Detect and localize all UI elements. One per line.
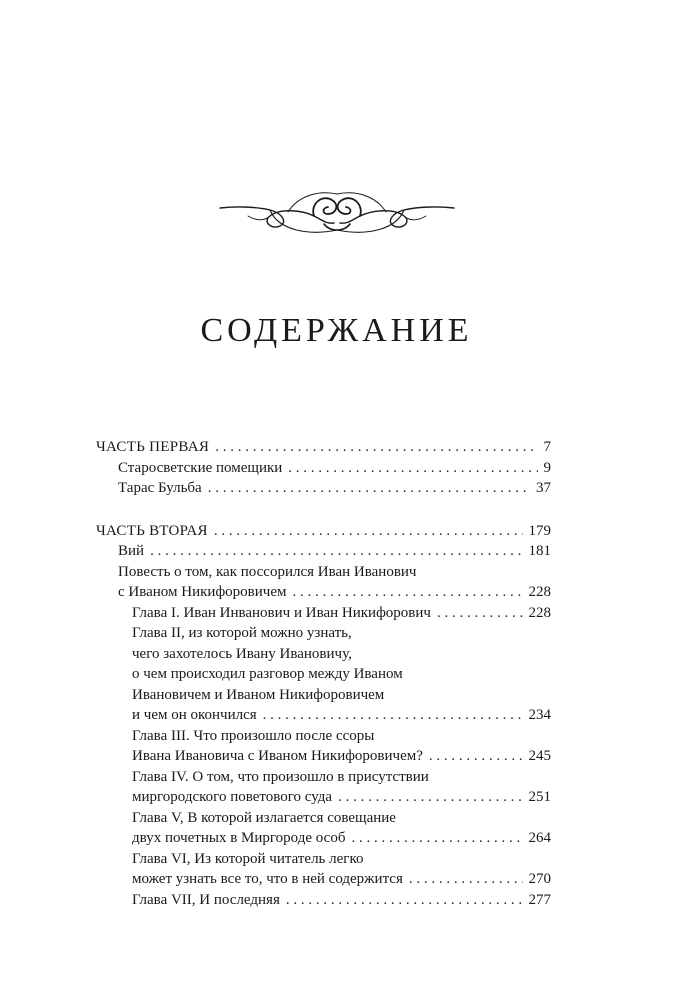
toc-chapter-label: двух почетных в Миргороде особ <box>132 830 346 846</box>
toc-chapter[interactable] <box>96 705 551 726</box>
toc-item[interactable] <box>96 541 551 562</box>
toc-page-number: 179 <box>528 522 551 539</box>
dot-leader <box>288 458 537 479</box>
dot-leader <box>351 828 522 849</box>
toc-chapter-label: миргородского поветового суда <box>132 789 333 805</box>
toc-chapter[interactable] <box>96 787 551 808</box>
toc-item[interactable] <box>96 582 551 603</box>
dot-leader <box>214 521 523 542</box>
toc-chapter-label: и чем он окончился <box>132 707 257 723</box>
toc-chapter-label[interactable]: Ивановичем и Иваном Никифоровичем <box>132 686 385 703</box>
toc-chapter-label[interactable]: Глава III. Что произошло после ссоры <box>132 727 375 744</box>
toc-page-number: 228 <box>528 584 551 600</box>
toc-page-number: 234 <box>528 707 551 723</box>
toc-item-label[interactable]: Повесть о том, как поссорился Иван Иванович <box>118 563 417 580</box>
toc-page-number: 245 <box>528 748 551 764</box>
toc-part-label: ЧАСТЬ ПЕРВАЯ <box>96 439 210 455</box>
toc-chapter-label[interactable]: о чем происходил разговор между Иваном <box>132 666 403 682</box>
toc-part-label: ЧАСТЬ ВТОРАЯ <box>96 522 208 539</box>
toc-item-label: Тарас Бульба <box>118 480 202 496</box>
toc-chapter[interactable] <box>96 890 551 911</box>
toc-page-number: 270 <box>528 871 551 887</box>
dot-leader <box>429 746 523 767</box>
toc-item-label: с Иваном Никифоровичем <box>118 584 287 600</box>
toc-item-label: Вий <box>118 543 145 559</box>
toc-chapter-label: Глава VII, И последняя <box>132 891 280 908</box>
section-gap <box>96 499 551 521</box>
toc-page-number: 9 <box>543 459 551 476</box>
page-title: СОДЕРЖАНИЕ <box>200 312 473 349</box>
toc-page-number: 181 <box>528 543 551 559</box>
toc-chapter[interactable] <box>96 869 551 890</box>
toc-page-number: 228 <box>528 604 551 621</box>
dot-leader <box>292 582 522 603</box>
toc-item[interactable] <box>96 458 551 479</box>
toc-page-number: 37 <box>536 480 551 496</box>
toc-chapter[interactable] <box>96 746 551 767</box>
toc-chapter[interactable] <box>96 828 551 849</box>
dot-leader <box>437 603 523 624</box>
toc-chapter-label[interactable]: чего захотелось Ивану Ивановичу, <box>132 645 352 662</box>
toc-chapter[interactable] <box>96 603 551 624</box>
toc-part-one[interactable] <box>96 437 551 458</box>
dot-leader <box>208 478 530 499</box>
toc-chapter-label: Ивана Ивановича с Иваном Никифоровичем? <box>132 748 423 764</box>
toc-item[interactable] <box>96 478 551 499</box>
dot-leader <box>338 787 522 808</box>
toc-page-number: 264 <box>528 830 551 846</box>
dot-leader <box>263 705 523 726</box>
toc-chapter-label: Глава I. Иван Инванович и Иван Никифорович <box>132 604 431 621</box>
toc-item-label: Старосветские помещики <box>118 459 283 476</box>
toc-chapter-label[interactable]: Глава VI, Из которой читатель легко <box>132 850 364 867</box>
dot-leader <box>286 890 523 911</box>
toc-page-number: 7 <box>543 439 551 455</box>
toc-chapter-label: может узнать все то, что в ней содержится <box>132 871 403 887</box>
dot-leader <box>409 869 523 890</box>
dot-leader <box>150 541 522 562</box>
toc-chapter-label[interactable]: Глава II, из которой можно узнать, <box>132 625 352 641</box>
toc-page-number: 251 <box>528 789 551 805</box>
toc-page-number: 277 <box>528 891 551 908</box>
dot-leader <box>215 437 537 458</box>
toc-chapter-label[interactable]: Глава IV. О том, что произошло в присутствии <box>132 768 429 785</box>
table-of-contents <box>96 437 551 910</box>
toc-chapter-label[interactable]: Глава V, В которой излагается совещание <box>132 809 396 826</box>
flourish-ornament-icon <box>218 186 456 238</box>
toc-part-two[interactable] <box>96 521 551 542</box>
